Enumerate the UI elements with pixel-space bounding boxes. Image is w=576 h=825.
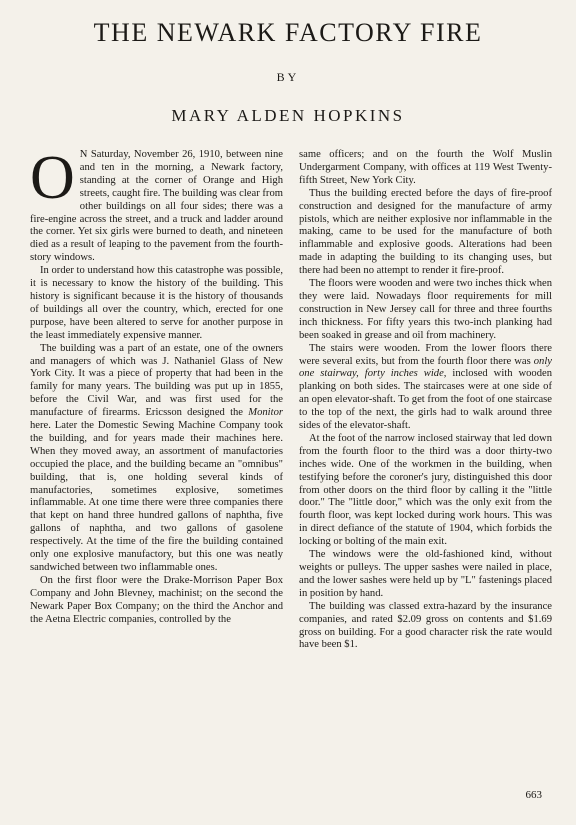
paragraph-4: On the first floor were the Drake-Morrison Paper Box Company and John Blevney, machinist; on the second the Newark Paper Box Company; on the third the Anchor and the Aetna Electric companies, controlled by the <box>30 574 283 625</box>
paragraph-8: The stairs were wooden. From the lower floors there were several exits, but from the fourth floor there was only one stairway, forty inches wide, inclosed with wooden planking on both sides. The staircases were at one side of an open elevator-shaft. To get from the foot of one staircase to the top of the next, the girls had to walk around three sides of the elevator-shaft. <box>299 342 552 432</box>
paragraph-6: Thus the building erected before the days of fire-proof construction and designed for the manufacture of army pistols, which are neither explosive nor inflammable in the making, came to be used for the manufacture of both inflammable and explosive goods. Alterations had been made in adapting the building to its changing uses, but there had been no attempt to render it fire-proof. <box>299 187 552 277</box>
column-right <box>299 149 552 794</box>
article-body <box>30 149 552 794</box>
paragraph-10: The windows were the old-fashioned kind, without weights or pulleys. The upper sashes were nailed in place, and the lower sashes were held up by "L" fastenings placed in position by hand. <box>299 549 552 599</box>
author-name: MARY ALDEN HOPKINS <box>171 106 405 125</box>
page-number: 663 <box>525 789 542 801</box>
paragraph-5: same officers; and on the fourth the Wolf Muslin Undergarment Company, with offices at 119 West Twenty-fifth Street, New York City. <box>299 149 552 186</box>
paragraph-2: In order to understand how this catastrophe was possible, it is necessary to know the history of the building. This history is significant because it is the history of thousands of buildings all over the country, which, erected for one purpose, have been altered to serve for another purpose in the least immediately expensive manner. <box>30 265 283 341</box>
italic-monitor: Monitor <box>248 407 283 419</box>
drop-cap: O <box>30 149 75 212</box>
paragraph-9: At the foot of the narrow inclosed stairway that led down from the fourth floor to the third was a door thirty-two inches wide. One of the workmen in the building, when testifying before the coroner's jury, distinguished this door from other doors on the third floor by calling it the "little door." The "little door," which was the only exit from the fourth floor, was kept locked during work hours. This was in direct defiance of the statute of 1904, which forbids the locking or bolting of the main exit. <box>299 432 552 548</box>
byline-by: BY <box>276 70 300 84</box>
article-title: THE NEWARK FACTORY FIRE <box>93 18 483 47</box>
paragraph-11: The building was classed extra-hazard by the insurance companies, and rated $2.09 gross on contents and $1.69 gross on building. For a good character risk the rate would have been $1. <box>299 600 552 651</box>
paragraph-1: O N Saturday, November 26, 1910, between nine and ten in the morning, a Newark factory, standing at the corner of Orange and High streets, caught fire. The building was clear from other buildings on all four sides; there was a fire-engine across the street, and a truck and ladder around the corner. Yet six girls were burned to death, and nineteen died as a result of leaping to the pavement from the fourth-story windows. <box>30 149 283 264</box>
paragraph-7: The floors were wooden and were two inches thick when they were laid. Nowadays floor requirements for mill construction in New Jersey call for three and three fourths inch thickness. For fifty years this two-inch planking had been soaked in grease and oil from machinery. <box>299 278 552 341</box>
paragraph-3: The building was a part of an estate, one of the owners and managers of which was J. Nathaniel Glass of New York City. It was a piece of property that had been in the family for many years. The building was put up in 1855, before the Civil War, and was first used for the manufacture of firearms. Ericsson designed the Monitor here. Later the Domestic Sewing Machine Company took the building, and for years made their machines here. When they moved away, an assortment of manufactories occupied the place, and the building became an "omnibus" building, that is, one holding several kinds of manufactories, sometimes explosive, sometimes inflammable. At one time there were three companies there that kept on hand three hundred gallons of naphtha, five gallons of naphtha, and two gallons of gasolene respectively. At the time of the fire the building contained only one explosive manufactory, but this one was neatly sandwiched between two inflammable ones. <box>30 342 283 573</box>
column-left <box>30 149 283 794</box>
italic-stairway: only one stairway, forty inches wide, <box>299 355 552 380</box>
